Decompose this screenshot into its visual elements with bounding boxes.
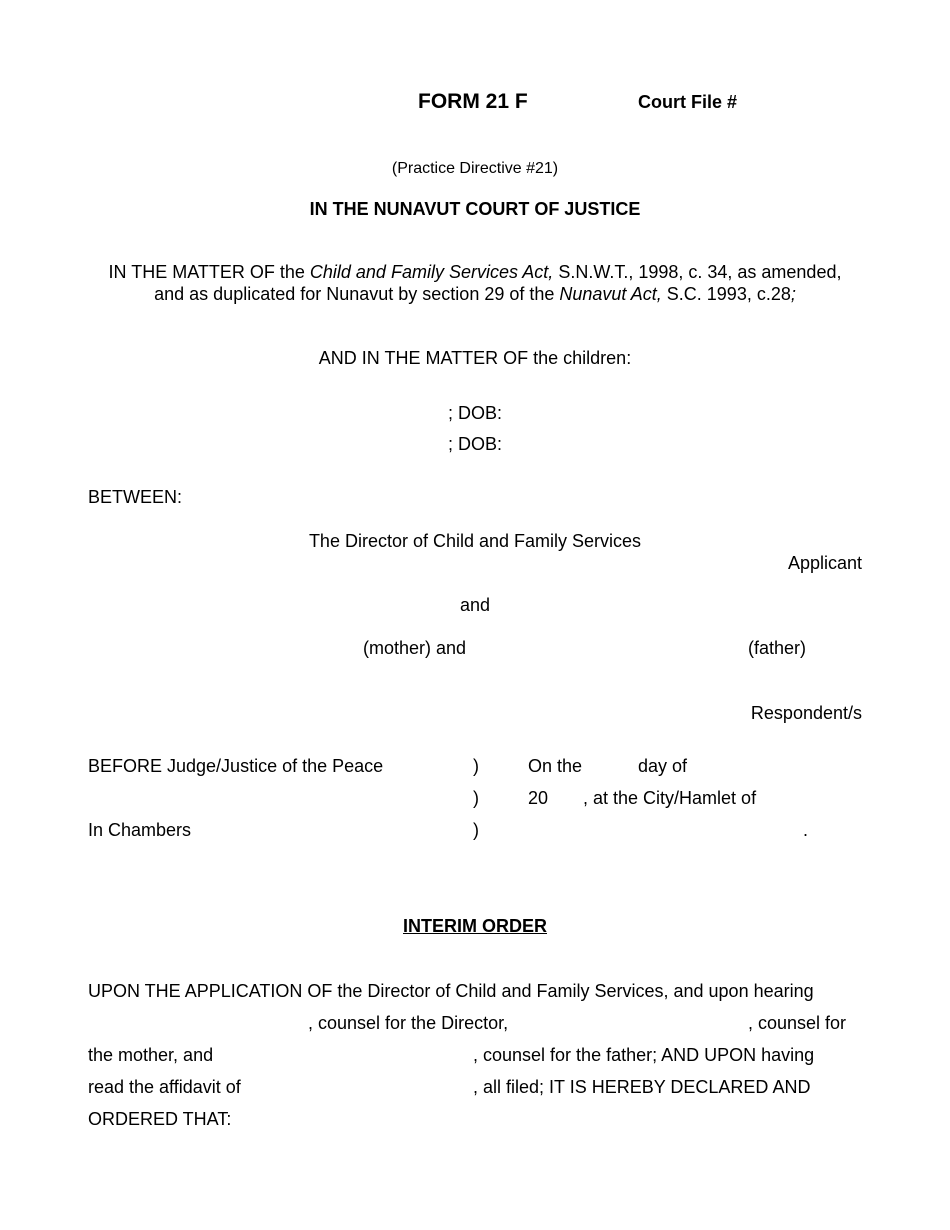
on-the-label: On the: [528, 756, 583, 776]
father-label: (father): [748, 638, 807, 658]
matter-line-2-suffix: S.C. 1993, c.28: [661, 284, 791, 304]
children-heading: AND IN THE MATTER OF the children:: [318, 348, 632, 368]
order-line-3a: the mother, and: [88, 1045, 214, 1065]
order-line-4b: , all filed; IT IS HEREBY DECLARED AND: [473, 1077, 811, 1097]
practice-directive: (Practice Directive #21): [391, 160, 559, 177]
matter-line-1-suffix: S.N.W.T., 1998, c. 34, as amended,: [553, 262, 842, 282]
year-prefix: 20: [528, 788, 549, 808]
between-label: BETWEEN:: [88, 487, 183, 507]
period-mark: .: [803, 820, 809, 840]
judge-label: BEFORE Judge/Justice of the Peace: [88, 756, 384, 776]
city-hamlet-label: , at the City/Hamlet of: [583, 788, 757, 808]
and-label: and: [459, 595, 491, 615]
matter-line-2-act: Nunavut Act,: [559, 284, 662, 304]
paren-1: ): [473, 756, 479, 776]
order-line-2a: , counsel for the Director,: [308, 1013, 509, 1033]
court-name: IN THE NUNAVUT COURT OF JUSTICE: [309, 199, 641, 219]
order-line-3b: , counsel for the father; AND UPON having: [473, 1045, 815, 1065]
matter-line-1: [0, 262, 950, 284]
order-line-2b: , counsel for: [748, 1013, 847, 1033]
matter-line-2-end: ;: [790, 284, 796, 304]
matter-line-1-act: Child and Family Services Act,: [309, 262, 554, 282]
matter-line-2: [0, 284, 950, 306]
order-line-4a: read the affidavit of: [88, 1077, 241, 1097]
paren-2: ): [473, 788, 479, 808]
respondent-role: Respondent/s: [750, 703, 862, 723]
order-title: INTERIM ORDER: [403, 916, 547, 936]
mother-label: (mother) and: [363, 638, 467, 658]
dob-line-2: ; DOB:: [447, 434, 502, 454]
dob-line-1: ; DOB:: [447, 403, 502, 423]
paren-3: ): [473, 820, 479, 840]
day-of-label: day of: [638, 756, 688, 776]
matter-line-1-prefix: IN THE MATTER OF the: [108, 262, 310, 282]
order-line-1: UPON THE APPLICATION OF the Director of Child and Family Services, and upon hearing: [88, 981, 814, 1001]
matter-line-2-prefix: and as duplicated for Nunavut by section 29 of the: [154, 284, 560, 304]
court-file-label: Court File #: [638, 92, 738, 112]
form-title: FORM 21 F: [418, 90, 528, 113]
chambers-label: In Chambers: [88, 820, 192, 840]
applicant-name: The Director of Child and Family Services: [308, 531, 642, 551]
order-line-5: ORDERED THAT:: [88, 1109, 232, 1129]
applicant-role: Applicant: [787, 553, 862, 573]
